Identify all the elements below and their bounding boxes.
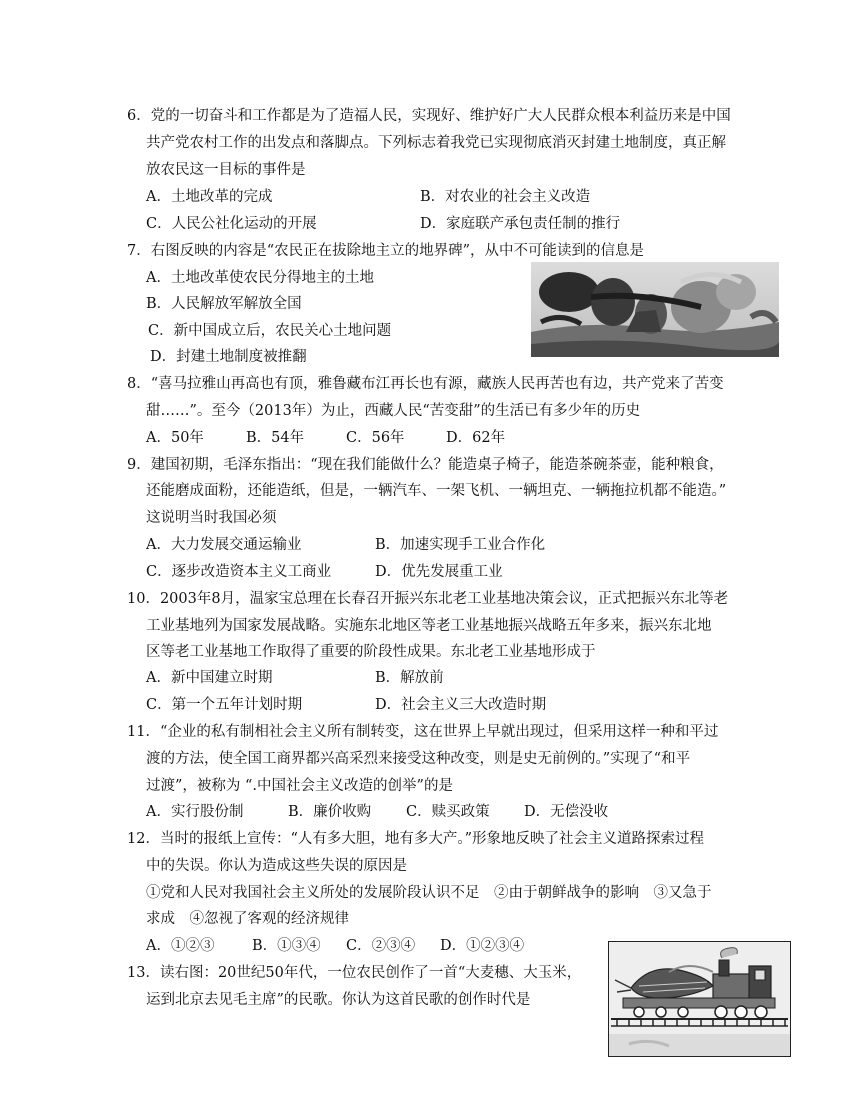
q7-option-c: C．新中国成立后，农民关心土地问题 [148, 323, 392, 339]
q6-stem-line-2: 共产党农村工作的出发点和落脚点。下列标志着我党已实现彻底消灭封建土地制度，真正解 [146, 135, 726, 151]
q9-option-d: D．优先发展重工业 [375, 564, 503, 580]
q7-option-a: A．土地改革使农民分得地主的土地 [146, 270, 374, 286]
q11-stem-line-3: 过渡”，被称为 “.中国社会主义改造的创举”的是 [146, 778, 453, 794]
q12-stem-line-1: 12．当时的报纸上宣传：“人有多大胆，地有多大产。”形象地反映了社会主义道路探索过程 [127, 831, 705, 847]
q6-option-d: D．家庭联产承包责任制的推行 [420, 216, 621, 232]
q9-option-b: B．加速实现手工业合作化 [375, 537, 546, 553]
q7-photo-farmers-pulling-stone [531, 262, 779, 357]
q7-stem-line-1: 7．右图反映的内容是“农民正在拔除地主立的地界碑”，从中不可能读到的信息是 [127, 243, 645, 259]
q12-option-c: C．②③④ [346, 938, 416, 954]
q10-stem-line-3: 区等老工业基地工作取得了重要的阶段性成果。东北老工业基地形成于 [146, 644, 596, 660]
q9-stem-line-3: 这说明当时我国必须 [146, 510, 277, 526]
q9-stem-line-1: 9．建国初期，毛泽东指出：“现在我们能做什么？能造桌子椅子，能造茶碗茶壶，能种粮食， [127, 457, 724, 473]
q11-option-c: C．赎买政策 [406, 804, 490, 820]
q13-stem-line-1: 13．读右图：20世纪50年代，一位农民创作了一首“大麦穗、大玉米， [127, 965, 582, 981]
q10-option-d: D．社会主义三大改造时期 [375, 697, 547, 713]
q11-stem-line-2: 渡的方法，使全国工商界都兴高采烈来接受这种改变，则是史无前例的。”实现了“和平 [146, 751, 691, 767]
q10-stem-line-1: 10．2003年8月，温家宝总理在长春召开振兴东北老工业基地决策会议，正式把振兴东北等老 [127, 591, 729, 607]
q12-stem-line-2: 中的失误。你认为造成这些失误的原因是 [146, 858, 407, 874]
q11-option-b: B．廉价收购 [288, 804, 372, 820]
q9-stem-line-2: 还能磨成面粉，还能造纸，但是，一辆汽车、一架飞机、一辆坦克、一辆拖拉机都不能造。” [146, 483, 727, 499]
q12-stem-line-4: 求成 ④忽视了客观的经济规律 [146, 911, 349, 927]
q6-stem-line-1: 6．党的一切奋斗和工作都是为了造福人民，实现好、维护好广大人民群众根本利益历来是中国 [127, 108, 731, 124]
q11-stem-line-1: 11．“企业的私有制相社会主义所有制转变，这在世界上早就出现过，但采用这样一种和平过 [127, 724, 719, 740]
q7-option-b: B．人民解放军解放全国 [146, 296, 302, 312]
q12-stem-line-3: ①党和人民对我国社会主义所处的发展阶段认识不足 ②由于朝鲜战争的影响 ③又急于 [146, 885, 712, 901]
q10-option-a: A．新中国建立时期 [146, 670, 273, 686]
q8-option-d: D．62年 [446, 430, 506, 446]
q11-option-a: A．实行股份制 [146, 804, 244, 820]
q12-option-b: B．①③④ [252, 938, 321, 954]
q6-stem-line-3: 放农民这一目标的事件是 [146, 162, 306, 178]
q12-option-d: D．①②③④ [440, 938, 525, 954]
q6-option-c: C．人民公社化运动的开展 [146, 216, 317, 232]
q8-option-b: B．54年 [246, 430, 305, 446]
q13-picture-crop-train [608, 941, 791, 1057]
q10-option-c: C．第一个五年计划时期 [146, 697, 303, 713]
q11-option-d: D．无偿没收 [524, 804, 609, 820]
q9-option-a: A．大力发展交通运输业 [146, 537, 302, 553]
q8-stem-line-1: 8．“喜马拉雅山再高也有顶，雅鲁藏布江再长也有源，藏族人民再苦也有边，共产党来了苦变 [127, 376, 724, 392]
q10-option-b: B．解放前 [375, 670, 444, 686]
q7-option-d: D．封建土地制度被推翻 [150, 349, 307, 365]
q12-option-a: A．①②③ [146, 938, 215, 954]
q8-option-a: A．50年 [146, 430, 204, 446]
q13-stem-line-2: 运到北京去见毛主席”的民歌。你认为这首民歌的创作时代是 [146, 992, 531, 1008]
q8-stem-line-2: 甜……”。至今（2013年）为止，西藏人民“苦变甜”的生活已有多少年的历史 [146, 403, 641, 419]
q6-option-b: B．对农业的社会主义改造 [420, 189, 591, 205]
q10-stem-line-2: 工业基地列为国家发展战略。实施东北地区等老工业基地振兴战略五年多来，振兴东北地 [146, 618, 712, 634]
q6-option-a: A．土地改革的完成 [146, 189, 273, 205]
q9-option-c: C．逐步改造资本主义工商业 [146, 564, 332, 580]
q8-option-c: C．56年 [346, 430, 405, 446]
